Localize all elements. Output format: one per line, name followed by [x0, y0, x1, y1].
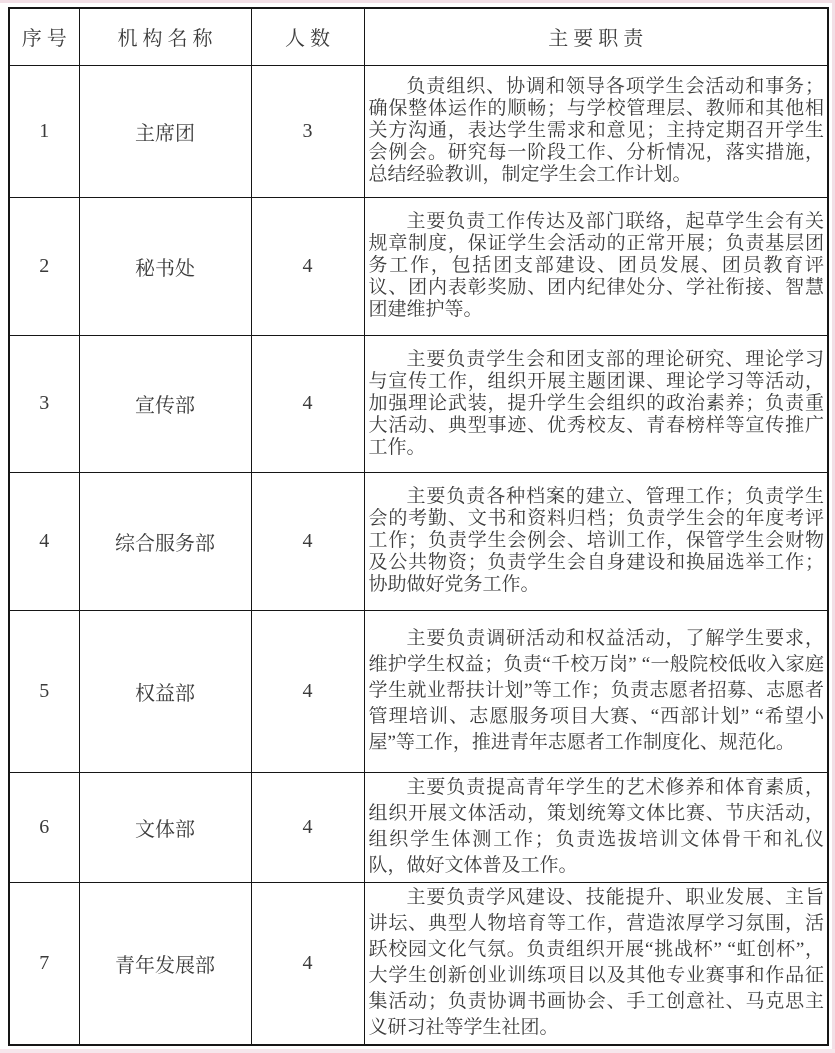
- index-cell: 3: [9, 335, 79, 472]
- headcount-cell: 4: [251, 610, 364, 772]
- table-row: [9, 197, 828, 335]
- headcount-cell: 4: [251, 472, 364, 610]
- index-cell: 6: [9, 772, 79, 882]
- org-name-cell: 综合服务部: [79, 472, 251, 610]
- duties-cell: 主要负责各种档案的建立、管理工作；负责学生会的考勤、文书和资料归档；负责学生会的年度考评工作；负责学生会例会、培训工作，保管学生会财物及公共物资；负责学生会自身建设和换届选举工作；协助做好党务工作。: [364, 472, 828, 610]
- headcount-cell: 4: [251, 882, 364, 1045]
- table-row: [9, 610, 828, 772]
- headcount-cell: 3: [251, 65, 364, 197]
- headcount-cell: 4: [251, 197, 364, 335]
- headcount-cell: 4: [251, 335, 364, 472]
- duties-cell: 主要负责调研活动和权益活动，了解学生要求，维护学生权益；负责“千校万岗” “一般院校低收入家庭学生就业帮扶计划”等工作；负责志愿者招募、志愿者管理培训、志愿服务项目大赛、“西部计划” “希望小屋”等工作，推进青年志愿者工作制度化、规范化。: [364, 610, 828, 772]
- duties-cell: 主要负责学风建设、技能提升、职业发展、主旨讲坛、典型人物培育等工作，营造浓厚学习氛围，活跃校园文化气氛。负责组织开展“挑战杯” “虹创杯”，大学生创新创业训练项目以及其他专业赛事和作品征集活动；负责协调书画协会、手工创意社、马克思主义研习社等学生社团。: [364, 882, 828, 1045]
- org-name-cell: 权益部: [79, 610, 251, 772]
- top-edge-strip: [0, 0, 835, 3]
- header-headcount: 人 数: [251, 8, 364, 65]
- header-org-name: 机 构 名 称: [79, 8, 251, 65]
- org-name-cell: 宣传部: [79, 335, 251, 472]
- duties-cell: 负责组织、协调和领导各项学生会活动和事务；确保整体运作的顺畅；与学校管理层、教师和其他相关方沟通，表达学生需求和意见；主持定期召开学生会例会。研究每一阶段工作、分析情况，落实措施，总结经验教训，制定学生会工作计划。: [364, 65, 828, 197]
- org-name-cell: 青年发展部: [79, 882, 251, 1045]
- org-structure-table: [8, 7, 829, 1046]
- header-duties: 主 要 职 责: [364, 8, 828, 65]
- bottom-edge-strip: [0, 1049, 835, 1053]
- org-name-cell: 主席团: [79, 65, 251, 197]
- index-cell: 4: [9, 472, 79, 610]
- header-index: 序 号: [9, 8, 79, 65]
- duties-cell: 主要负责提高青年学生的艺术修养和体育素质，组织开展文体活动，策划统筹文体比赛、节庆活动，组织学生体测工作；负责选拔培训文体骨干和礼仪队，做好文体普及工作。: [364, 772, 828, 882]
- org-name-cell: 秘书处: [79, 197, 251, 335]
- duties-cell: 主要负责学生会和团支部的理论研究、理论学习与宣传工作，组织开展主题团课、理论学习等活动，加强理论武装，提升学生会组织的政治素养；负责重大活动、典型事迹、优秀校友、青春榜样等宣传推广工作。: [364, 335, 828, 472]
- table-row: [9, 882, 828, 1045]
- org-name-cell: 文体部: [79, 772, 251, 882]
- table-row: [9, 772, 828, 882]
- headcount-cell: 4: [251, 772, 364, 882]
- table-row: [9, 65, 828, 197]
- table-row: [9, 472, 828, 610]
- index-cell: 1: [9, 65, 79, 197]
- index-cell: 5: [9, 610, 79, 772]
- index-cell: 2: [9, 197, 79, 335]
- table-row: [9, 335, 828, 472]
- duties-cell: 主要负责工作传达及部门联络，起草学生会有关规章制度，保证学生会活动的正常开展；负责基层团务工作，包括团支部建设、团员发展、团员教育评议、团内表彰奖励、团内纪律处分、学社衔接、智慧团建维护等。: [364, 197, 828, 335]
- table-header-row: [9, 8, 828, 65]
- index-cell: 7: [9, 882, 79, 1045]
